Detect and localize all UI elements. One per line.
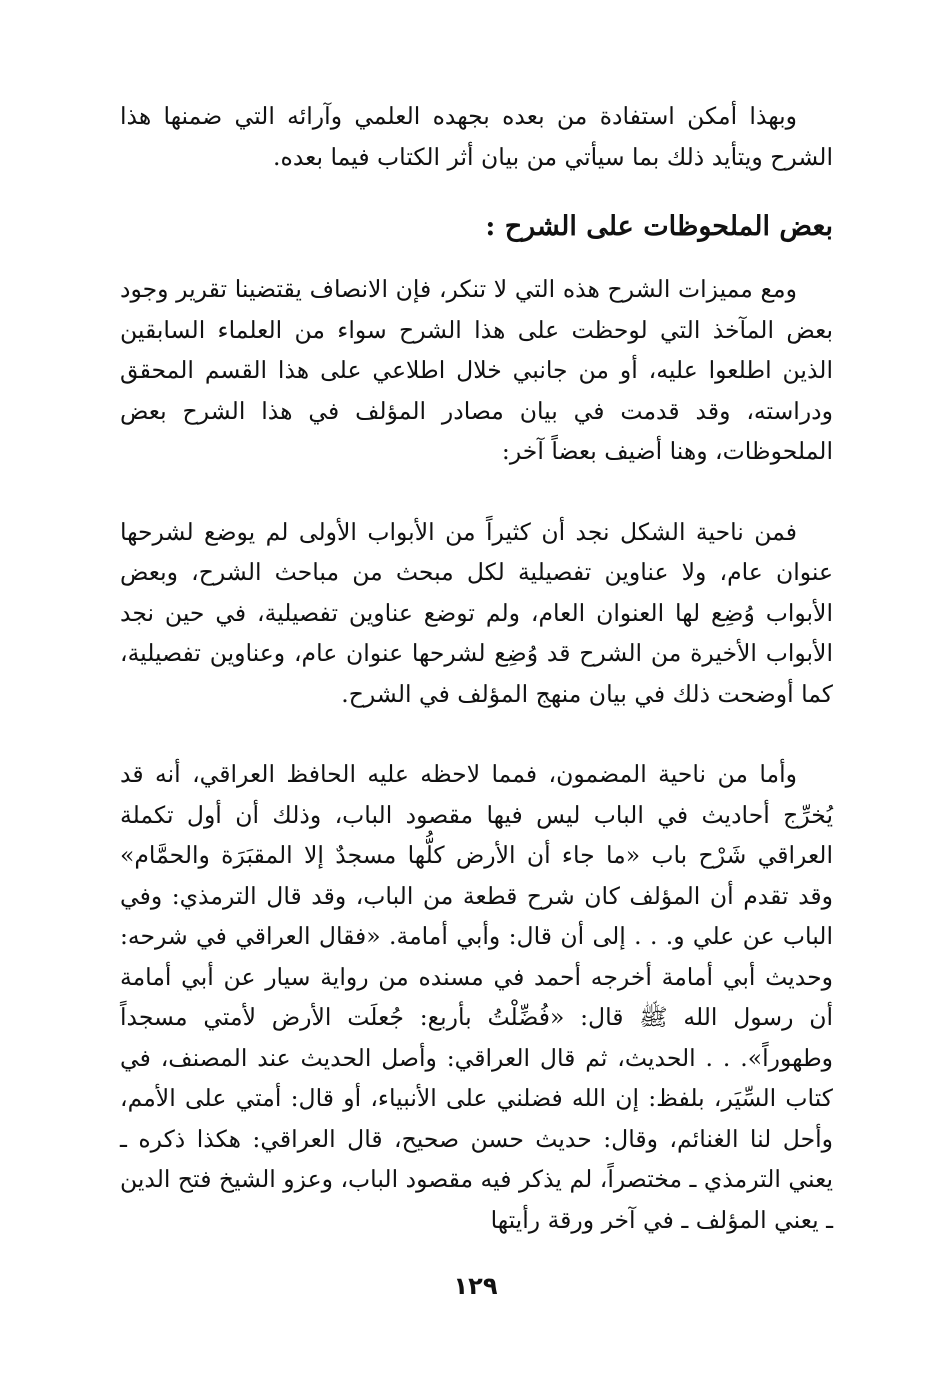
page-number: ١٢٩ (453, 1272, 498, 1300)
page-body (120, 96, 833, 1320)
content-paragraph: وأما من ناحية المضمون، فمما لاحظه عليه الحافظ العراقي، أنه قد يُخرِّج أحاديث في الباب ليس فيها مقصود الباب، وذلك أن أول تكملة العراقي شَرْح باب «ما جاء أن الأرض كلُّها مسجدٌ إلا المقبَرَة والحمَّام» وقد تقدم أن المؤلف كان شرح قطعة من الباب، وقد قال الترمذي: وفي الباب عن علي و. . . إلى أن قال: وأبي أمامة. «فقال العراقي في شرحه: وحديث أبي أمامة أخرجه أحمد في مسنده من رواية سيار عن أبي أمامة أن رسول الله ﷺ قال: «فُضِّلْتُ بأربع: جُعلَت الأرض لأمتي مسجداً وطهوراً». . . الحديث، ثم قال العراقي: وأصل الحديث عند المصنف، في كتاب السِّيَر، بلفظ: إن الله فضلني على الأنبياء، أو قال: أمتي على الأمم، وأحل لنا الغنائم، وقال: حديث حسن صحيح، قال العراقي: هكذا ذكره ـ يعني الترمذي ـ مختصراً، لم يذكر فيه مقصود الباب، وعزو الشيخ فتح الدين ـ يعني المؤلف ـ في آخر ورقة رأيتها (120, 760, 833, 1234)
notes-intro-paragraph: ومع مميزات الشرح هذه التي لا تنكر، فإن الانصاف يقتضينا تقرير وجود بعض المآخذ التي لوحظت على هذا الشرح سواء من العلماء السابقين الذين اطلعوا عليه، أو من جانبي خلال اطلاعي على هذا القسم المحقق ودراسته، وقد قدمت في بيان مصادر المؤلف في هذا الشرح بعض الملحوظات، وهنا أضيف بعضاً آخر: (120, 275, 833, 465)
form-paragraph: فمن ناحية الشكل نجد أن كثيراً من الأبواب الأولى لم يوضع لشرحها عنوان عام، ولا عناوين تفصيلية لكل مبحث من مباحث الشرح، وبعض الأبواب وُضِع لها العنوان العام، ولم توضع عناوين تفصيلية، في حين نجد الأبواب الأخيرة من الشرح قد وُضِع لشرحها عنوان عام، وعناوين تفصيلية، كما أوضحت ذلك في بيان منهج المؤلف في الشرح. (120, 517, 833, 708)
section-heading: بعض الملحوظات على الشرح : (485, 211, 833, 242)
intro-paragraph: وبهذا أمكن استفادة من بعده بجهده العلمي وآرائه التي ضمنها هذا الشرح ويتأيد ذلك بما سيأتي من بيان أثر الكتاب فيما بعده. (120, 102, 833, 171)
